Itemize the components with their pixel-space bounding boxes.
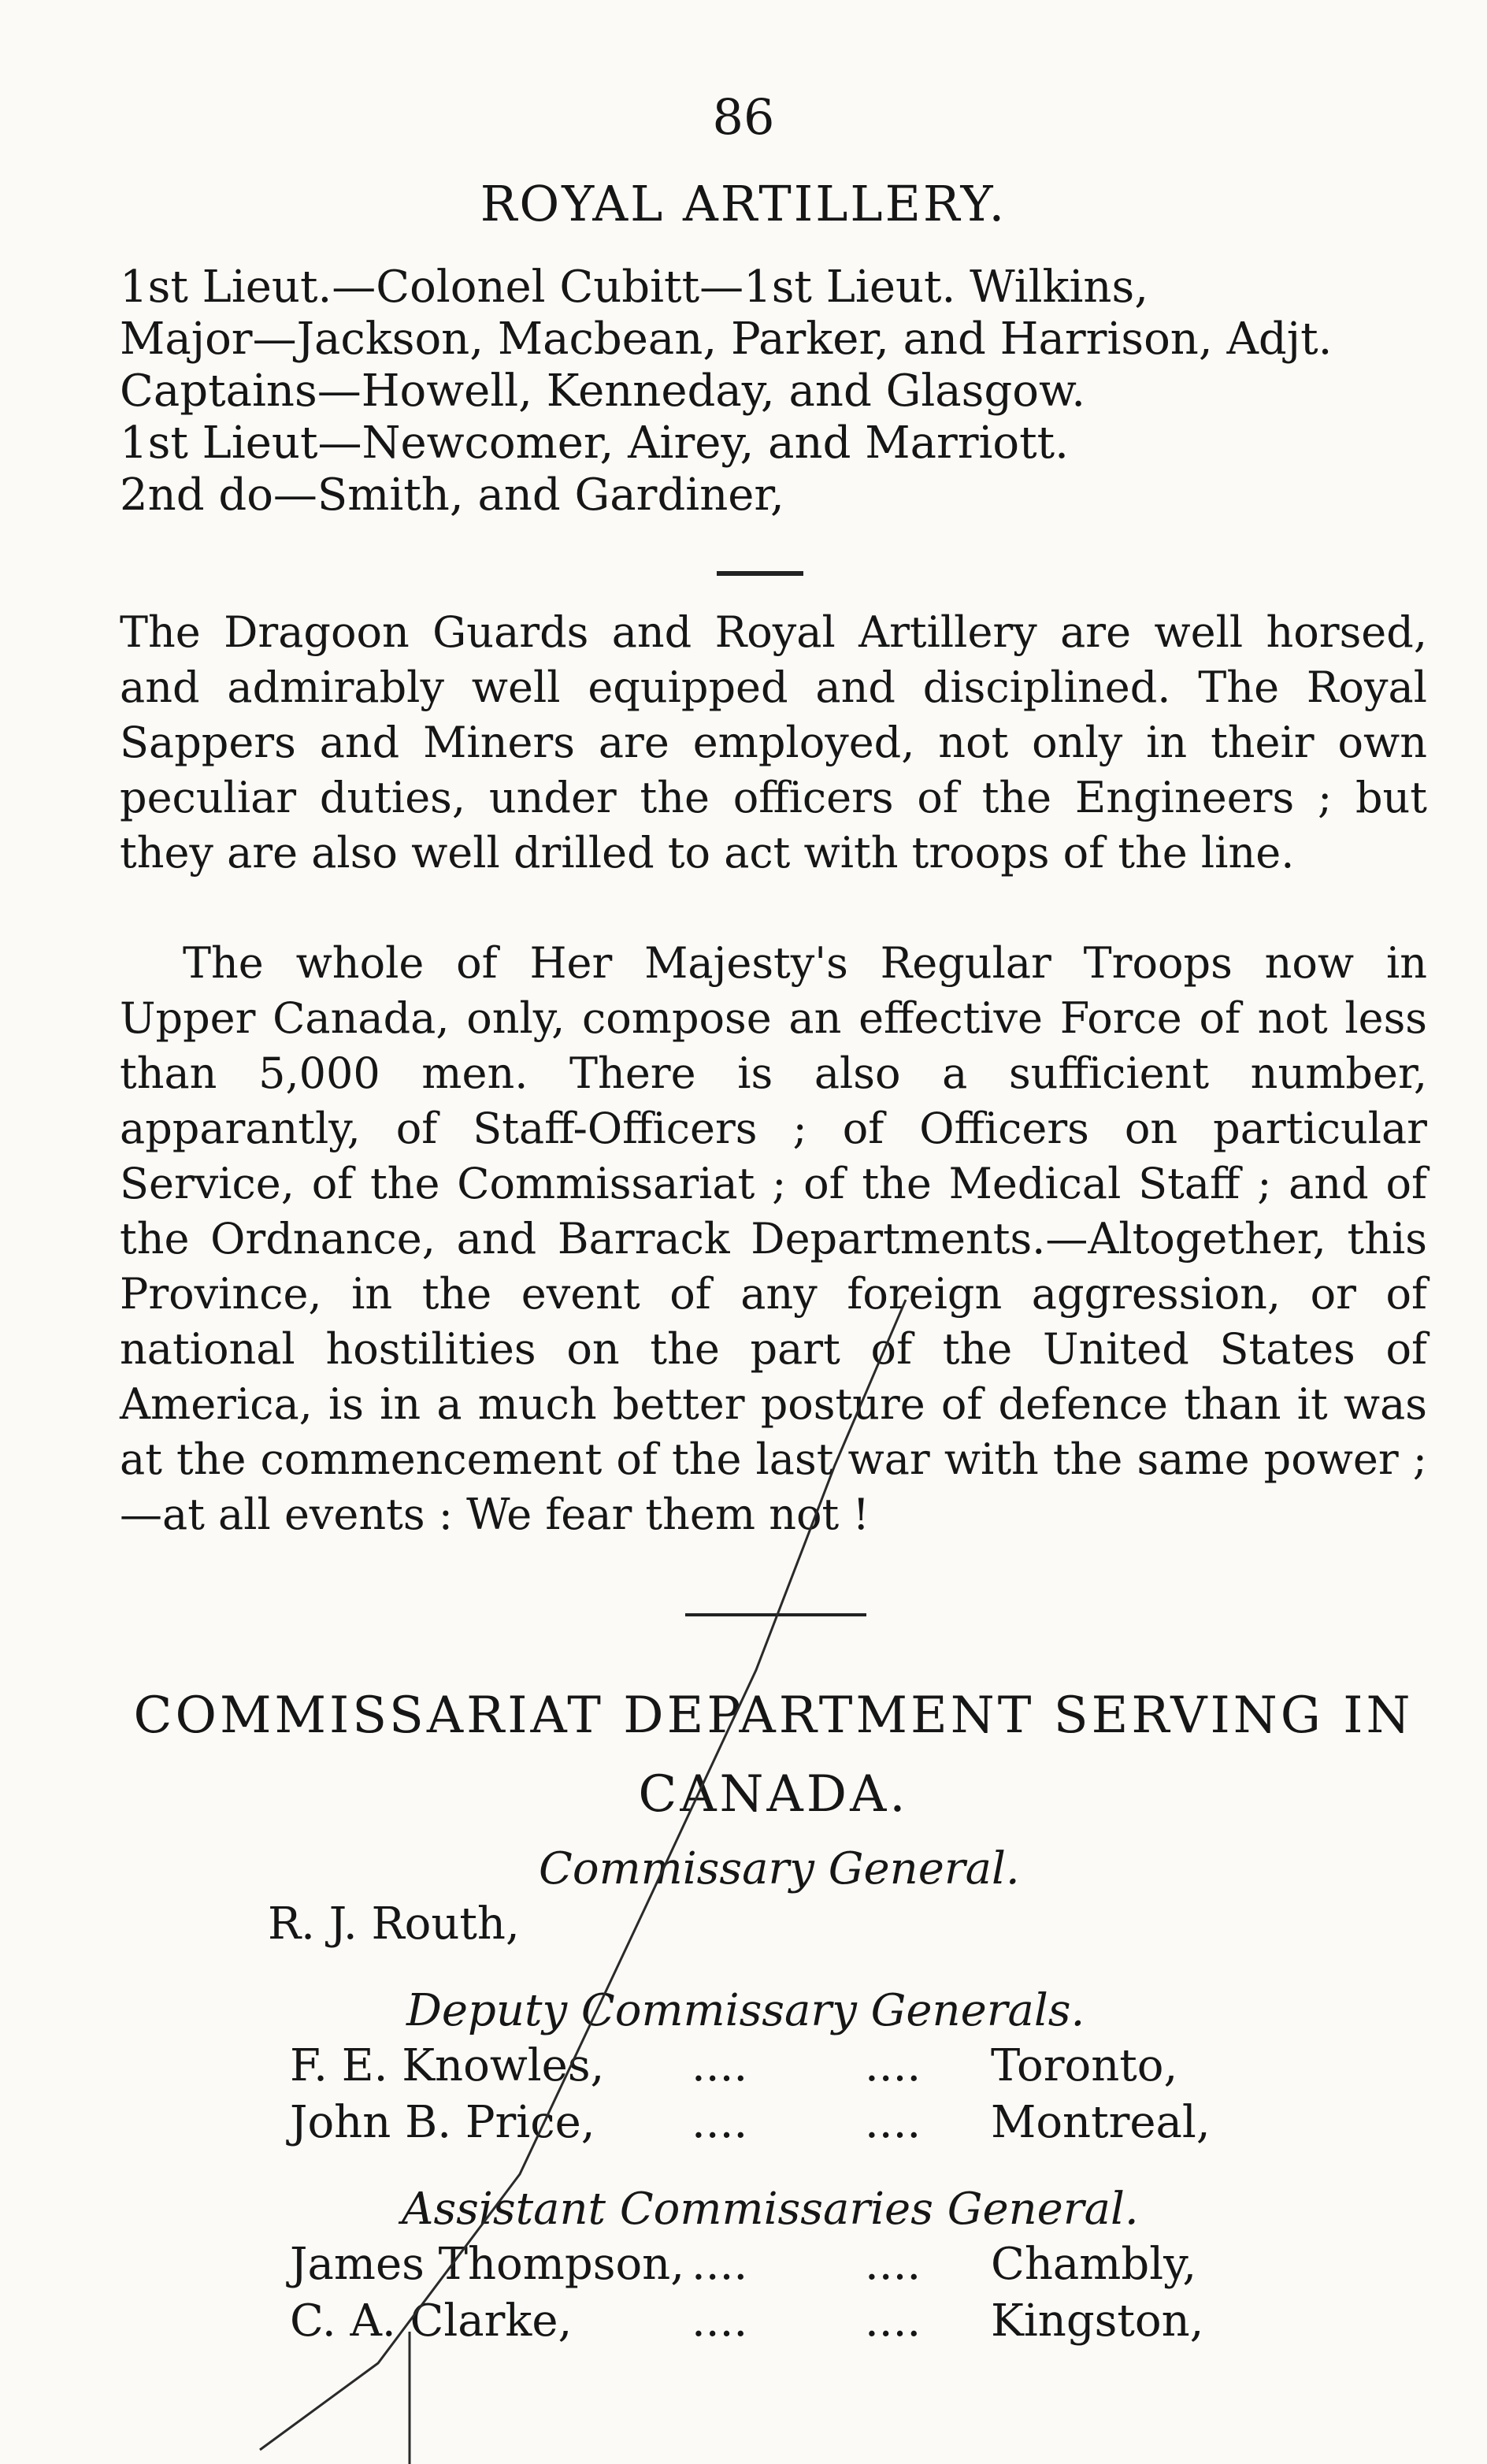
artillery-roster: [120, 262, 1332, 521]
roster-line: 1st Lieut—Newcomer, Airey, and Marriott.: [120, 417, 1069, 469]
section-divider: [717, 571, 803, 576]
leader-dots: ....: [692, 2239, 748, 2290]
group-title: Assistant Commissaries General.: [402, 2184, 1139, 2235]
section-divider: [685, 1613, 866, 1616]
leader-dots: ....: [692, 2040, 748, 2091]
officer-name: F. E. Knowles,: [290, 2040, 605, 2091]
officer-name: James Thompson,: [290, 2239, 685, 2290]
officer-name: C. A. Clarke,: [290, 2295, 573, 2347]
station-name: Kingston,: [991, 2295, 1204, 2347]
department-heading: COMMISSARIAT DEPARTMENT SERVING IN CANADA.: [133, 1687, 1414, 1824]
group-title: Deputy Commissary Generals.: [406, 1985, 1085, 2036]
station-name: Montreal,: [991, 2097, 1211, 2148]
station-name: Chambly,: [991, 2239, 1197, 2290]
leader-dots: ....: [865, 2097, 921, 2148]
paragraph: The Dragoon Guards and Royal Artillery are well horsed, and admirably well equipped and disciplined. The Royal Sappers and Miners are employed, not only in their own peculiar duties, under the officers of the Engineers ; but they are also well drilled to act with troops of the line.: [120, 607, 1427, 878]
officer-name: R. J. Routh,: [268, 1898, 520, 1950]
page-number: 86: [712, 88, 775, 146]
paragraph: The whole of Her Majesty's Regular Troops now in Upper Canada, only, compose an effective Force of not less than 5,000 men. There is also a sufficient number, apparantly, of Staff-Officers ; of Officers on particular Service, of the Commissariat ; of the Medical Staff ; and of the Ordnance, and Barrack Departments.—Altogether, this Province, in the event of any foreign aggression, or of national hostilities on the part of the United States of America, is in a much better posture of defence than it was at the commencement of the last war with the same power ;—at all events : We fear them not !: [120, 938, 1427, 1539]
roster-line: Major—Jackson, Macbean, Parker, and Harrison, Adjt.: [120, 314, 1333, 365]
station-name: Toronto,: [991, 2040, 1178, 2091]
leader-dots: ....: [692, 2295, 748, 2347]
section-title: ROYAL ARTILLERY.: [480, 175, 1007, 232]
leader-dots: ....: [865, 2040, 921, 2091]
roster-line: 1st Lieut.—Colonel Cubitt—1st Lieut. Wilkins,: [120, 262, 1148, 313]
roster-line: 2nd do—Smith, and Gardiner,: [120, 469, 784, 521]
leader-dots: ....: [692, 2097, 748, 2148]
leader-dots: ....: [865, 2295, 921, 2347]
officer-name: John B. Price,: [290, 2097, 595, 2148]
leader-dots: ....: [865, 2239, 921, 2290]
group-title: Commissary General.: [539, 1843, 1020, 1894]
roster-line: Captains—Howell, Kenneday, and Glasgow.: [120, 366, 1086, 417]
